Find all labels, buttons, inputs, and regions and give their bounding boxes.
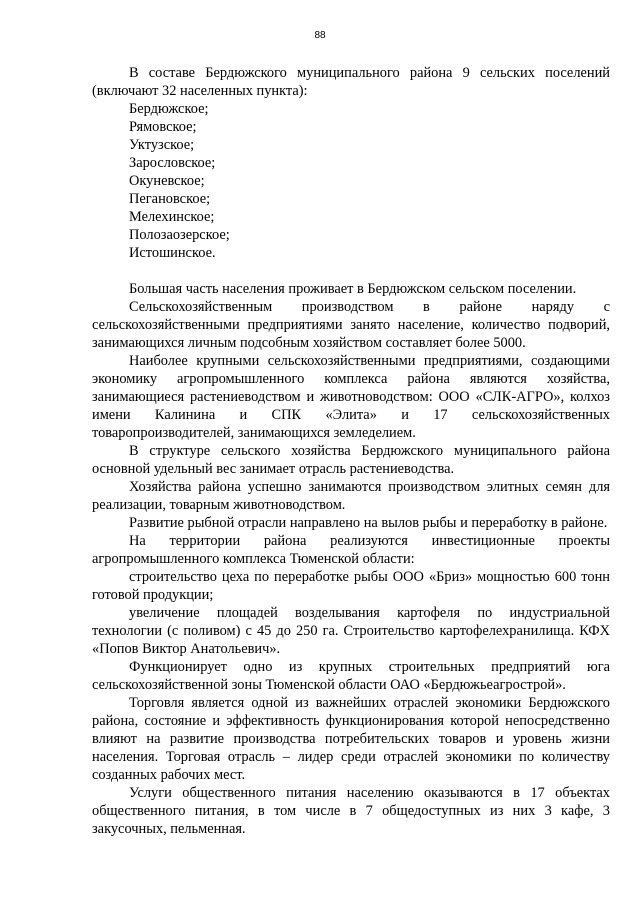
body-paragraph: Развитие рыбной отрасли направлено на вылов рыбы и переработку в районе. <box>129 515 608 531</box>
body-paragraph: На территории района реализуются инвестиционные проекты агропромышленного комплекса Тюменской области: <box>92 533 610 567</box>
body-paragraph: Хозяйства района успешно занимаются производством элитных семян для реализации, товарным животноводством. <box>92 479 610 513</box>
settlement-list <box>92 100 610 262</box>
body-paragraph: Услуги общественного питания населению оказываются в 17 объектах общественного питания, в том числе в 7 общедоступных из них 3 кафе, 3 закусочных, пельменная. <box>92 785 610 837</box>
settlement-item: Окуневское; <box>129 173 205 189</box>
body-paragraph: строительство цеха по переработке рыбы ООО «Бриз» мощностью 600 тонн готовой продукции; <box>92 569 610 603</box>
body-paragraph: Торговля является одной из важнейших отраслей экономики Бердюжского района, состояние и эффективность функционирования которой непосредственно влияют на развитие производства потребительских товаров и уровень жизни населения. Торговая отрасль – лидер среди отраслей экономики по количеству созданных рабочих мест. <box>92 695 610 783</box>
settlement-item: Уктузское; <box>129 137 195 153</box>
body-paragraph: Большая часть населения проживает в Бердюжском сельском поселении. <box>129 281 577 297</box>
settlement-item: Пегановское; <box>129 191 211 207</box>
settlement-item: Истошинское. <box>129 245 216 261</box>
settlement-item: Полозаозерское; <box>129 227 230 243</box>
paragraph-spacer <box>92 262 610 280</box>
settlement-item: Зарословское; <box>129 155 216 171</box>
body-paragraph: Сельскохозяйственным производством в районе наряду с сельскохозяйственными предприятиями занято население, количество подворий, занимающихся личным подсобным хозяйством составляет более 5000. <box>92 299 610 351</box>
body-paragraph: Функционирует одно из крупных строительных предприятий юга сельскохозяйственной зоны Тюменской области ОАО «Бердюжьеагрострой». <box>92 659 610 693</box>
intro-paragraph: В составе Бердюжского муниципального района 9 сельских поселений (включают 32 населенных пункта): <box>92 65 610 99</box>
body-paragraph: Наиболее крупными сельскохозяйственными предприятиями, создающими экономику агропромышленного комплекса района являются хозяйства, занимающиеся растениеводством и животноводством: ООО «СЛК-АГРО», колхоз имени Калинина и СПК «Элита» и 17 сельскохозяйственных товаропроизводителей, занимающихся земледелием. <box>92 353 610 441</box>
body-paragraph: В структуре сельского хозяйства Бердюжского муниципального района основной удельный вес занимает отрасль растениеводства. <box>92 443 610 477</box>
document-body <box>92 64 610 838</box>
settlement-item: Рямовское; <box>129 119 197 135</box>
body-paragraph: увеличение площадей возделывания картофеля по индустриальной технологии (с поливом) с 45 до 250 га. Строительство картофелехранилища. КФХ «Попов Виктор Анатольевич». <box>92 605 610 657</box>
page-number: 88 <box>314 30 326 41</box>
settlement-item: Бердюжское; <box>129 101 209 117</box>
settlement-item: Мелехинское; <box>129 209 215 225</box>
